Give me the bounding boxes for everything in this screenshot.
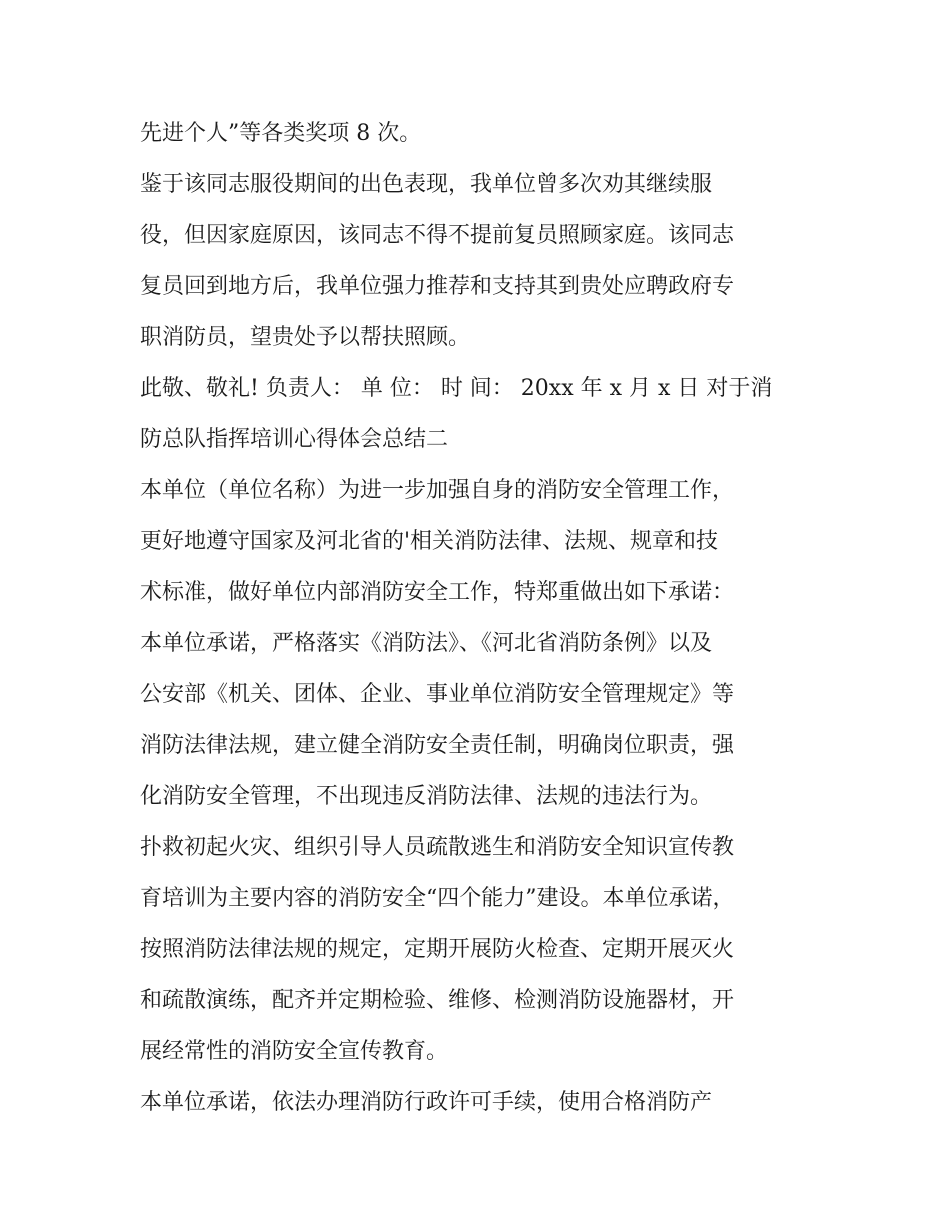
text-line: 先进个人”等各类奖项 8 次。 (140, 121, 422, 146)
text-line: 扑救初起火灾、组织引导人员疏散逃生和消防安全知识宣传教 (140, 835, 735, 860)
text-line: 育培训为主要内容的消防安全“四个能力”建设。本单位承诺， (140, 886, 735, 911)
text-line: 此敬、敬礼! 负责人： 单 位： 时 间： 20xx 年 x 月 x 日 对于消 (140, 376, 773, 401)
text-line: 鉴于该同志服役期间的出色表现，我单位曾多次劝其继续服 (140, 172, 713, 197)
text-line: 术标准，做好单位内部消防安全工作，特郑重做出如下承诺： (140, 580, 735, 605)
text-line: 防总队指挥培训心得体会总结二 (140, 427, 449, 452)
text-line: 役，但因家庭原因，该同志不得不提前复员照顾家庭。该同志 (140, 223, 735, 248)
text-line: 职消防员，望贵处予以帮扶照顾。 (140, 325, 471, 350)
text-line: 本单位承诺，依法办理消防行政许可手续，使用合格消防产 (140, 1090, 713, 1115)
text-line: 本单位（单位名称）为进一步加强自身的消防安全管理工作， (140, 478, 735, 503)
text-line: 消防法律法规，建立健全消防安全责任制，明确岗位职责，强 (140, 733, 735, 758)
text-line: 更好地遵守国家及河北省的'相关消防法律、法规、规章和技 (140, 529, 719, 554)
text-line: 展经常性的消防安全宣传教育。 (140, 1039, 449, 1064)
text-line: 本单位承诺，严格落实《消防法》、《河北省消防条例》以及 (140, 631, 713, 656)
text-line: 按照消防法律法规的规定，定期开展防火检查、定期开展灭火 (140, 937, 735, 962)
document-body (140, 108, 820, 1128)
text-line: 化消防安全管理，不出现违反消防法律、法规的违法行为。 (140, 784, 713, 809)
text-line: 复员回到地方后，我单位强力推荐和支持其到贵处应聘政府专 (140, 274, 735, 299)
text-line: 和疏散演练，配齐并定期检验、维修、检测消防设施器材，开 (140, 988, 735, 1013)
text-line: 公安部《机关、团体、企业、事业单位消防安全管理规定》等 (140, 682, 735, 707)
